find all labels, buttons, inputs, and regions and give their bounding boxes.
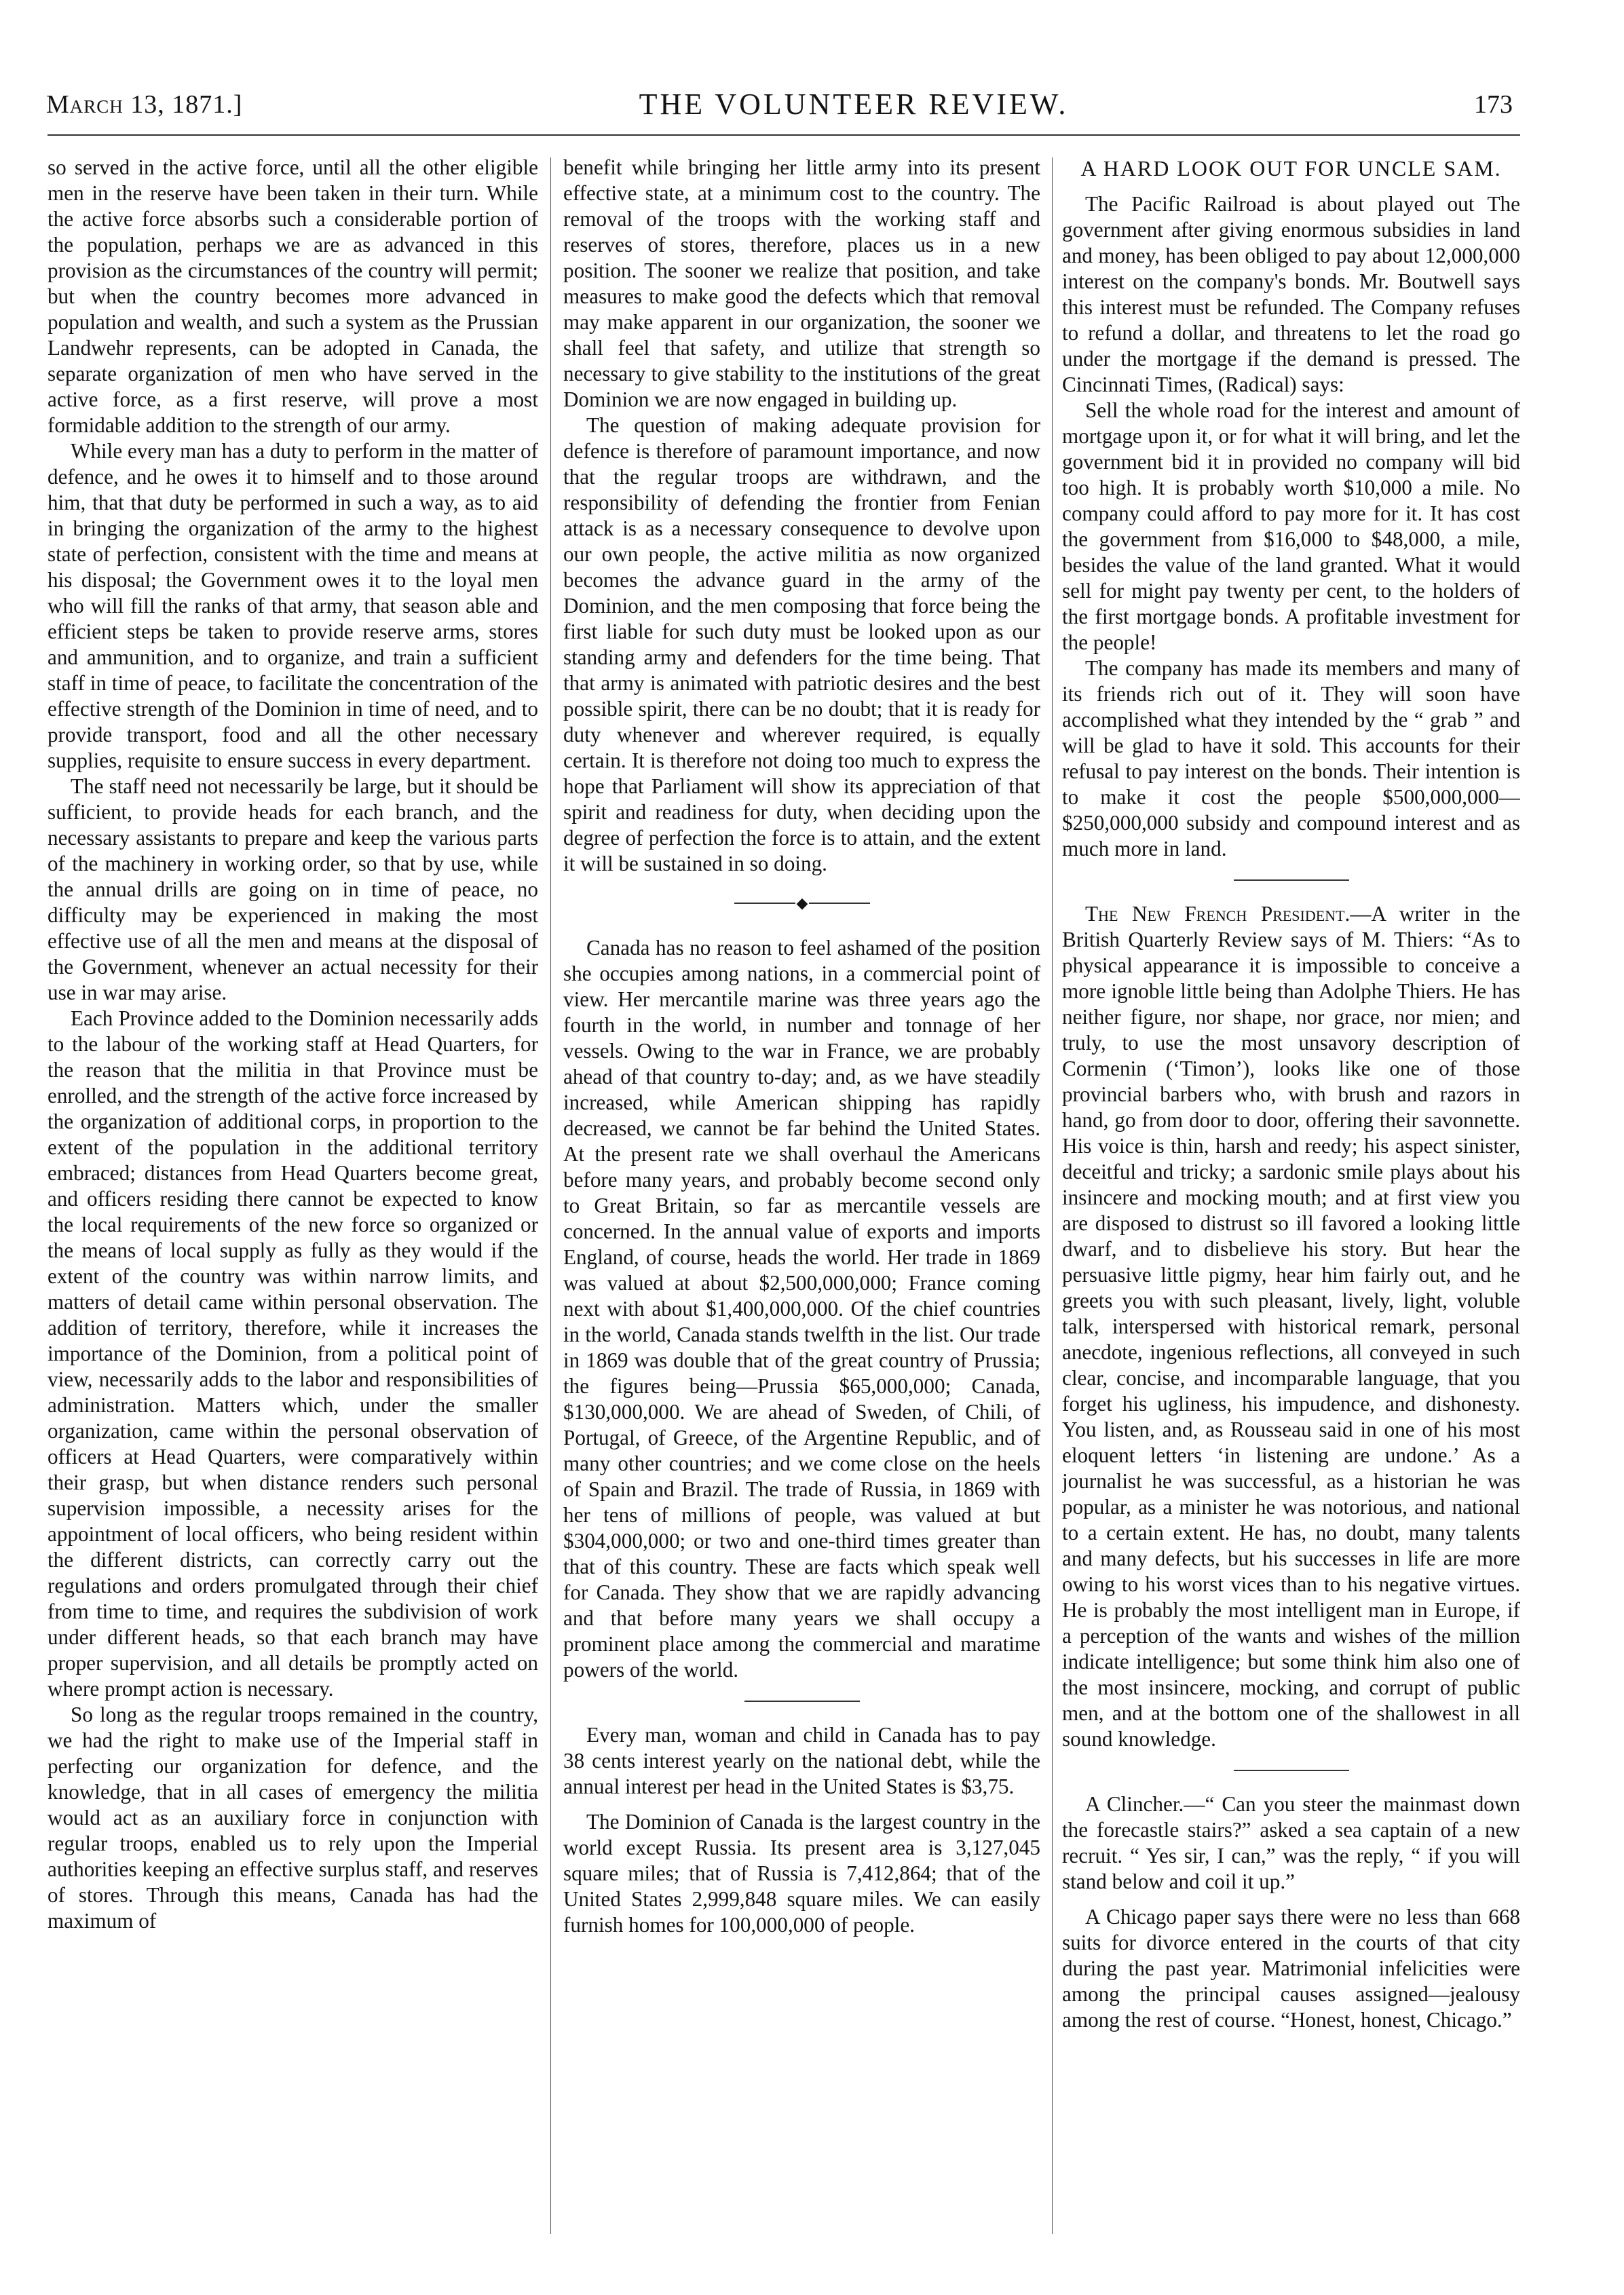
article-paragraph: Canada has no reason to feel ashamed of the position she occupies among nations, in a commercial point of view. Her mercantile marine was three years ago the fourth in the world, in number and tonnage of her vessels. Owing to the war in France, we are probably ahead of that country to-day; and, as we have steadily increased, while American shipping has rapidly decreased, we cannot be far behind the United States. At the present rate we shall overhaul the Americans before many years, and probably become second only to Great Britain, so far as mercantile vessels are concerned. In the annual value of exports and imports England, of course, heads the world. Her trade in 1869 was valued at about $2,500,000,000; France coming next with about $1,400,000,000. Of the chief countries in the world, Canada stands twelfth in the list. Our trade in 1869 was double that of the great country of Prussia; the figures being—Prussia $65,000,000; Canada, $130,000,000. We are ahead of Sweden, of Chili, of Portugal, of Greece, of the Argentine Republic, and of many other countries; and we come close on the heels of Spain and Brazil. The trade of Russia, in 1869 with her tens of millions of people, was valued at but $304,000,000; or two and one-third times greater than that of this country. These are facts which speak well for Canada. They show that we are rapidly advancing and that before many years we shall occupy a prominent place among the commercial and maratime powers of the world.: [563, 936, 1040, 1682]
thiers-text: —A writer in the British Quarterly Review says of M. Thiers: “As to physical appearance it is impossible to conceive a more ignoble little being than Adolphe Thiers. He has neither figure, nor shape, nor grace, nor mien; and truly, to use the most unsavory description of Cormenin (‘Timon’), looks like one of those provincial barbers who, with brush and razors in hand, go from door to door, offering their savonnette. His voice is thin, harsh and reedy; his aspect sinister, deceitful and tricky; a sardonic smile plays about his insincere and mocking mouth; and at first view you are disposed to distrust so ill favored a looking little dwarf, and to disbelieve his story. But hear the persuasive little pigmy, hear him fairly out, and he greets you with such pleasant, lively, light, voluble talk, interspersed with historical remark, personal anecdote, ingenious reflections, all conveyed in such clear, concise, and incomparable language, that you forget his ugliness, his impudence, and dishonesty. You listen, and, as Rousseau said in one of his most eloquent letters ‘in listening are undone.’ As a journalist he was successful, as a historian he was popular, as a minister he was notorious, and national to a certain extent. He has, no doubt, many talents and many defects, but his successes in life are more owing to his worst vices than to his negative virtues. He is probably the most intelligent man in Europe, if a perception of the wants and wishes of the million indicate intelligence; but some think him also one of the most insincere, mocking, and corrupt of public men, and at the bottom one of the shallowest in all sound knowledge.: [1062, 902, 1520, 1751]
header-rule: [48, 134, 1520, 136]
separator-rule: [744, 1701, 860, 1702]
ornamental-separator: ◆: [734, 894, 870, 912]
separator-rule: [1234, 1770, 1349, 1771]
column-3: [1062, 155, 1520, 2258]
column-divider: [1052, 157, 1053, 2234]
page-number: 173: [1474, 90, 1513, 119]
clincher-paragraph: A Clincher.—“ Can you steer the mainmast down the forecastle stairs?” asked a sea captain of a new recruit. “ Yes sir, I can,” was the reply, “ if you will stand below and coil it up.”: [1062, 1792, 1520, 1893]
article-paragraph: Every man, woman and child in Canada has to pay 38 cents interest yearly on the national debt, while the annual interest per head in the United States is $3,75.: [563, 1723, 1040, 1798]
article-paragraph: The Pacific Railroad is about played out The government after giving enormous subsidies in land and money, has been obliged to pay about 12,000,000 interest on the company's bonds. Mr. Boutwell says this interest must be refunded. The Company refuses to refund a dollar, and threatens to let the road go under the mortgage if the demand is pressed. The Cincinnati Times, (Radical) says:: [1062, 192, 1520, 396]
article-paragraph: While every man has a duty to perform in the matter of defence, and he owes it to himself and to those around him, that that duty be performed in such a way, as to aid in bringing the organization of the army to the highest state of perfection, consistent with the time and means at his disposal; the Government owes it to the loyal men who will fill the ranks of that army, that season able and efficient steps be taken to provide reserve arms, stores and ammunition, and to organize, and train a sufficient staff in time of peace, to facilitate the concentration of the effective strength of the Dominion in time of need, and to provide transport, food and all the other necessary supplies, requisite to ensure success in every department.: [48, 439, 538, 772]
article-paragraph: The company has made its members and many of its friends rich out of it. They will soon have accomplished what they intended by the “ grab ” and will be glad to have it sold. This accounts for their refusal to pay interest on the bonds. Their intention is to make it cost the people $500,000,000—$250,000,000 subsidy and compound interest and as much more in land.: [1062, 656, 1520, 860]
masthead-title: THE VOLUNTEER REVIEW.: [639, 88, 1069, 121]
thiers-lead: The New French President.: [1085, 902, 1351, 926]
thiers-paragraph: [1062, 901, 1520, 1752]
article-title: A HARD LOOK OUT FOR UNCLE SAM.: [1080, 156, 1502, 181]
chicago-paragraph: A Chicago paper says there were no less than 668 suits for divorce entered in the courts of that city during the past year. Matrimonial infelicities were among the principal causes assigned—jealousy among the rest of course. “Honest, honest, Chicago.”: [1062, 1905, 1520, 2032]
article-paragraph: The Dominion of Canada is the largest country in the world except Russia. Its present area is 3,127,045 square miles; that of Russia is 7,412,864; that of the United States 2,999,848 square miles. We can easily furnish homes for 100,000,000 of people.: [563, 1810, 1040, 1937]
separator-rule: [1234, 879, 1349, 881]
issue-date: March 13, 1871.]: [46, 90, 243, 119]
column-divider: [550, 157, 551, 2234]
article-paragraph: So long as the regular troops remained in the country, we had the right to make use of the Imperial staff in perfecting our organization for defence, and the knowledge, that in all cases of emergency the militia would act as an auxiliary force in conjunction with regular troops, enabled us to rely upon the Imperial authorities keeping an effective surplus staff, and reserves of stores. Through this means, Canada has had the maximum of: [48, 1703, 538, 1933]
article-paragraph: Sell the whole road for the interest and amount of mortgage upon it, or for what it will bring, and let the government bid it in provided no company will bid too high. It is probably worth $10,000 a mile. No company could afford to pay more for it. It has cost the government from $16,000 to $48,000, a mile, besides the value of the land granted. What it would sell for might pay twenty per cent, to the holders of the first mortgage bonds. A profitable investment for the people!: [1062, 398, 1520, 654]
article-paragraph: Each Province added to the Dominion necessarily adds to the labour of the working staff at Head Quarters, for the reason that the militia in that Province must be enrolled, and the strength of the active force increased by the organization of additional corps, in proportion to the extent of the population in the additional territory embraced; distances from Head Quarters become great, and officers residing there cannot be expected to know the local requirements of the new force so organized or the means of local supply as fully as they would if the extent of the country was within narrow limits, and matters of detail came within personal observation. The addition of territory, therefore, while it increases the importance of the Dominion, from a political point of view, necessarily adds to the labor and responsibilities of administration. Matters which, under the smaller organization, came within the personal observation of officers at Head Quarters, were comparatively within their grasp, but when distance renders such personal supervision impossible, a necessity arises for the appointment of local officers, who being resident within the different districts, can correctly carry out the regulations and orders promulgated through their chief from time to time, and requires the subdivision of work under different heads, so that each branch may have proper supervision, and all details be promptly acted on where prompt action is necessary.: [48, 1006, 538, 1701]
article-paragraph: so served in the active force, until all the other eligible men in the reserve have been taken in their turn. While the active force absorbs such a considerable portion of the population, perhaps we are as advanced in this provision as the circumstances of the country will permit; but when the country becomes more advanced in population and wealth, and such a system as the Prussian Landwehr represents, can be adopted in Canada, the separate organization of men who have served in the active force, as a first reserve, will prove a most formidable addition to the strength of our army.: [48, 155, 538, 437]
column-1: [48, 155, 538, 2258]
article-paragraph: The staff need not necessarily be large, but it should be sufficient, to provide heads for each branch, and the necessary assistants to prepare and keep the various parts of the machinery in working order, so that by use, while the annual drills are going on in time of peace, no difficulty may be experienced in making the most effective use of all the men and means at the disposal of the Government, whenever an actual necessity for their use in war may arise.: [48, 774, 538, 1004]
article-paragraph: The question of making adequate provision for defence is therefore of paramount importance, and now that the regular troops are withdrawn, and the responsibility of defending the frontier from Fenian attack is as a necessary consequence to devolve upon our own people, the active militia as now organized becomes the advance guard in the army of the Dominion, and the men composing that force being the first liable for such duty must be looked upon as our standing army and defenders for the time being. That that army is animated with patriotic desires and the best possible spirit, there can be no doubt; that it is ready for duty whenever and wherever required, is equally certain. It is therefore not doing too much to express the hope that Parliament will show its appreciation of that spirit and readiness for duty, when deciding upon the degree of perfection the force is to attain, and the extent it will be sustained in so doing.: [563, 413, 1040, 875]
column-2: [563, 155, 1040, 2258]
article-paragraph: benefit while bringing her little army into its present effective state, at a minimum cost to the country. The removal of the troops with the working staff and reserves of stores, therefore, places us in a new position. The sooner we realize that position, and take measures to make good the defects which that removal may make apparent in our organization, the sooner we shall feel that safety, and utilize that strength so necessary to give stability to the institutions of the great Dominion we are now engaged in building up.: [563, 155, 1040, 411]
